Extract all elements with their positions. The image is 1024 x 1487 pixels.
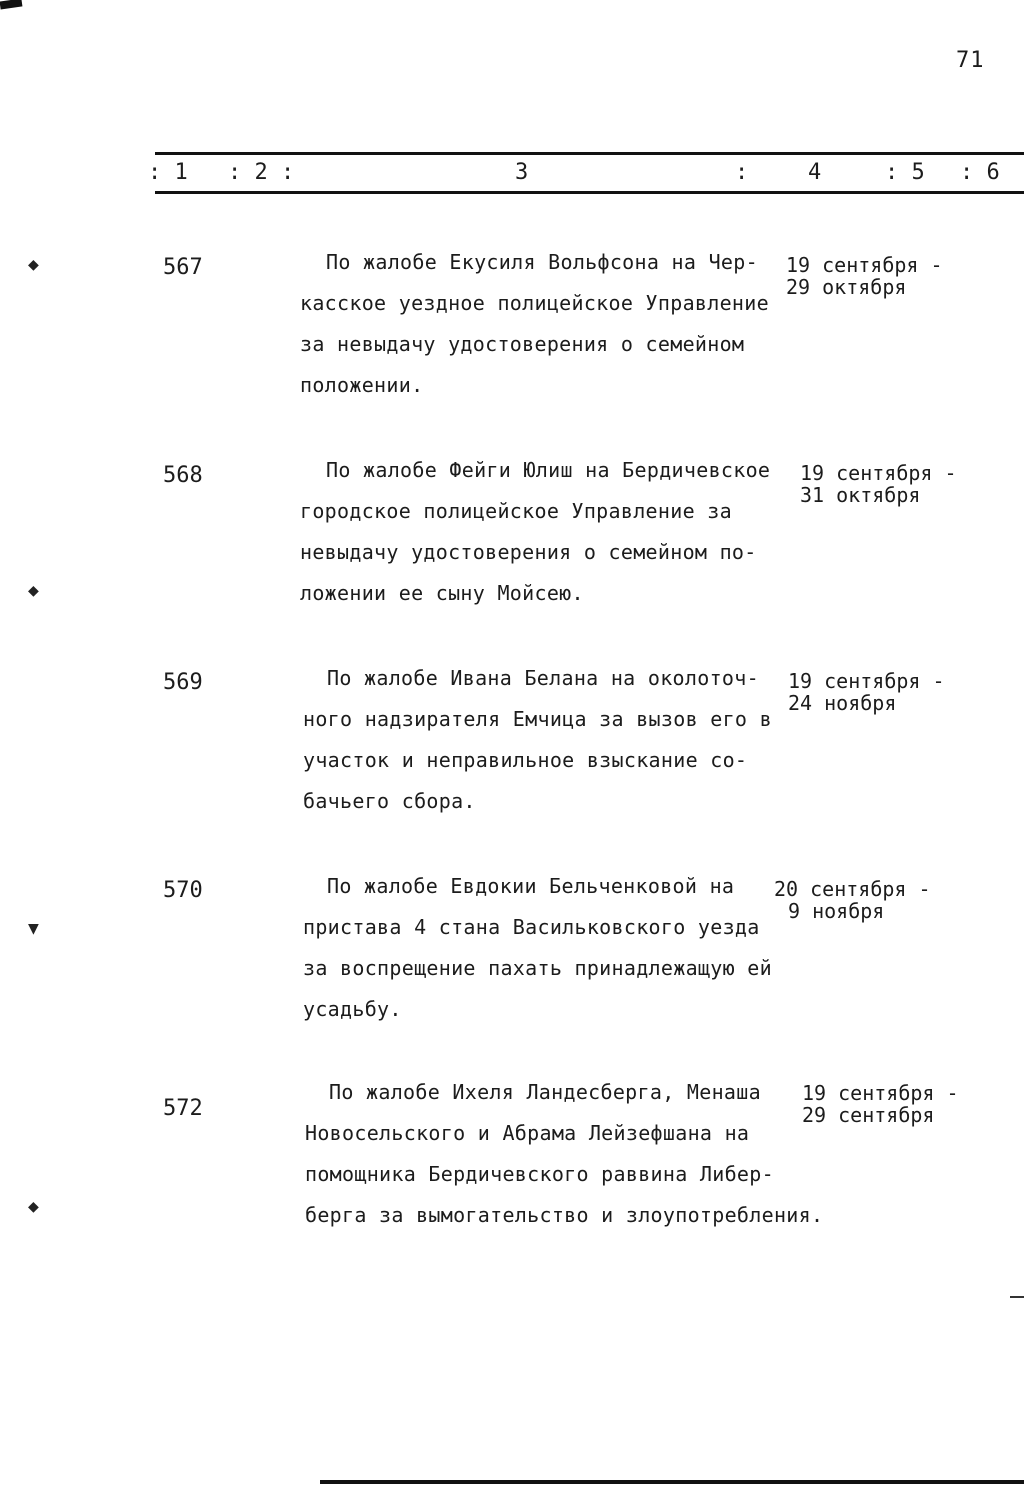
table-top-rule bbox=[155, 152, 1024, 155]
date-start: 20 сентября - bbox=[774, 877, 931, 901]
date-start: 19 сентября - bbox=[800, 461, 957, 485]
date-start: 19 сентября - bbox=[802, 1081, 959, 1105]
entry-number: 569 bbox=[163, 670, 203, 695]
entry-number: 570 bbox=[163, 878, 203, 903]
entry-number: 572 bbox=[163, 1096, 203, 1121]
entry-description: По жалобе Евдокии Бельченковой на пристава 4 стана Васильковского уезда за воспрещение пахать принадлежащую ей усадьбу. bbox=[303, 874, 772, 1021]
entry-description: По жалобе Екусиля Вольфсона на Чер- касское уездное полицейское Управление за невыдачу удостоверения о семейном положении. bbox=[300, 250, 769, 397]
header-col-sep: : bbox=[735, 160, 749, 185]
entry-date-range bbox=[800, 462, 957, 506]
header-col-6: : 6 bbox=[960, 160, 1000, 185]
entry-date-range bbox=[788, 670, 945, 714]
header-col-1: : 1 bbox=[148, 160, 188, 185]
header-col-2: : 2 : bbox=[228, 160, 295, 185]
entry-date-range bbox=[786, 254, 943, 298]
header-col-3: 3 bbox=[515, 160, 529, 185]
page-bottom-edge bbox=[320, 1480, 1024, 1484]
date-end: 29 октября bbox=[786, 275, 907, 299]
date-end: 24 ноября bbox=[788, 691, 897, 715]
edge-ink-mark bbox=[1010, 1296, 1024, 1298]
binder-hole-mark: ◆ bbox=[28, 1196, 39, 1217]
header-col-4: 4 bbox=[808, 160, 822, 185]
date-end: 9 ноября bbox=[788, 899, 885, 923]
corner-ink-mark bbox=[0, 0, 22, 9]
date-end: 29 сентября bbox=[802, 1103, 935, 1127]
entry-number: 567 bbox=[163, 255, 203, 280]
date-end: 31 октября bbox=[800, 483, 921, 507]
entry-description: По жалобе Ивана Белана на околоточ- ного надзирателя Емчица за вызов его в участок и неправильное взыскание со- бачьего сбора. bbox=[303, 666, 772, 813]
entry-number: 568 bbox=[163, 463, 203, 488]
header-col-5: : 5 bbox=[885, 160, 925, 185]
page-number: 71 bbox=[956, 48, 985, 73]
table-header-rule bbox=[155, 191, 1024, 194]
entry-description: По жалобе Фейги Юлиш на Бердичевское городское полицейское Управление за невыдачу удостоверения о семейном по- ложении ее сыну Мойсею. bbox=[300, 458, 771, 605]
entry-date-range bbox=[802, 1082, 959, 1126]
entry-description: По жалобе Ихеля Ландесберга, Менаша Новосельского и Абрама Лейзефшана на помощника Бердичевского раввина Либер- берга за вымогательство и злоупотребления. bbox=[305, 1080, 824, 1227]
entry-date-range bbox=[774, 878, 931, 922]
binder-hole-mark: ▼ bbox=[28, 918, 39, 939]
binder-hole-mark: ◆ bbox=[28, 254, 39, 275]
date-start: 19 сентября - bbox=[788, 669, 945, 693]
date-start: 19 сентября - bbox=[786, 253, 943, 277]
binder-hole-mark: ◆ bbox=[28, 580, 39, 601]
